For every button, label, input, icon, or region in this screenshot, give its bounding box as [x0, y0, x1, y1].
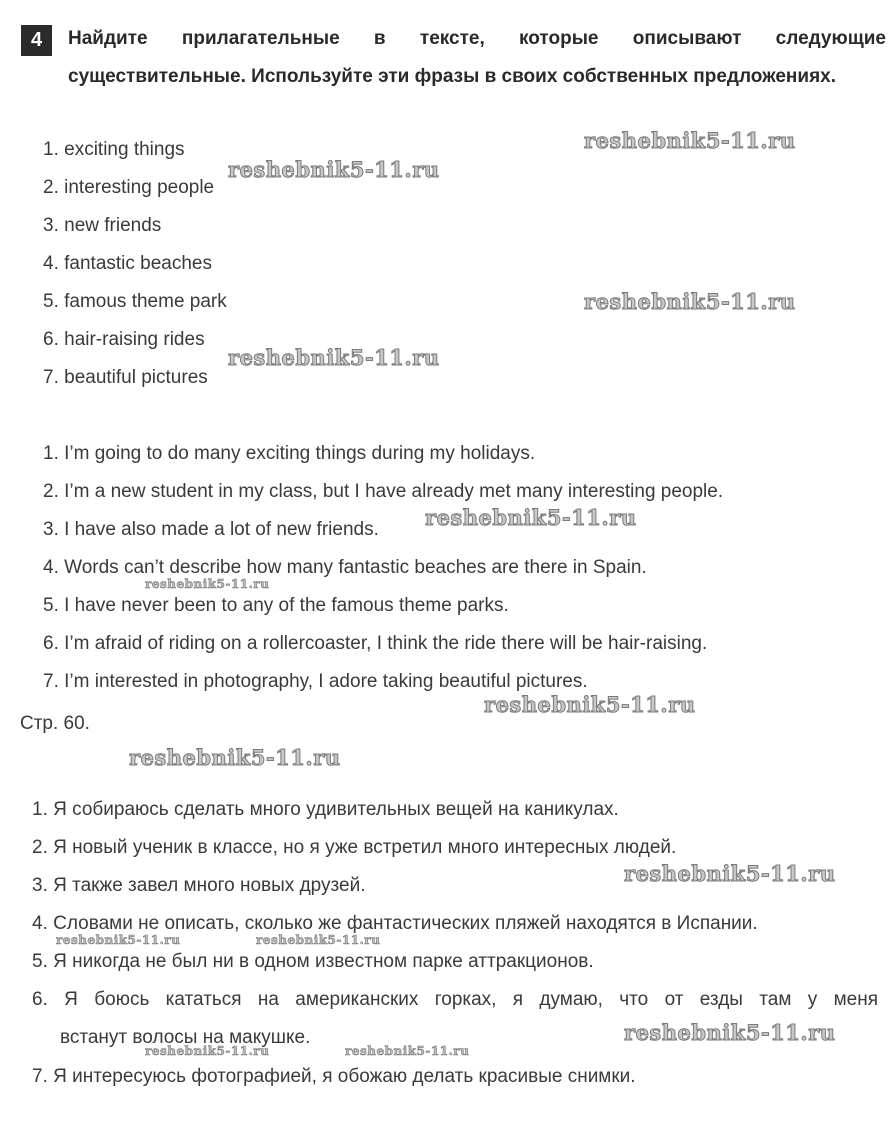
watermark: reshebnik5-11.ru	[228, 157, 440, 182]
watermark: reshebnik5-11.ru	[129, 745, 341, 770]
watermark: reshebnik5-11.ru	[345, 1044, 470, 1058]
phrase-item: 3. new friends	[43, 215, 162, 236]
watermark: reshebnik5-11.ru	[624, 861, 836, 886]
phrase-item: 2. interesting people	[43, 177, 215, 198]
sentence-item: 3. I have also made a lot of new friends.	[43, 519, 379, 540]
watermark: reshebnik5-11.ru	[584, 289, 796, 314]
sentence-item: 5. I have never been to any of the famous theme parks.	[43, 595, 509, 616]
translation-item: 6. Я боюсь кататься на американских горках, я думаю, что от езды там у меня	[32, 989, 878, 1010]
phrase-item: 4. fantastic beaches	[43, 253, 212, 274]
translation-item: 7. Я интересуюсь фотографией, я обожаю делать красивые снимки.	[32, 1066, 636, 1087]
sentence-item: 1. I’m going to do many exciting things during my holidays.	[43, 443, 536, 464]
translation-item: 4. Словами не описать, сколько же фантастических пляжей находятся в Испании.	[32, 913, 758, 934]
watermark: reshebnik5-11.ru	[425, 505, 637, 530]
sentence-item: 7. I’m interested in photography, I adore taking beautiful pictures.	[43, 671, 588, 692]
watermark: reshebnik5-11.ru	[256, 933, 381, 947]
task-number-badge: 4	[21, 25, 52, 56]
task-title: Найдите прилагательные в тексте, которые описывают следующие существительные. Используйте эти фразы в своих собственных предложениях.	[68, 28, 886, 87]
translation-item: 5. Я никогда не был ни в одном известном парке аттракционов.	[32, 951, 594, 972]
translation-item-continuation: встанут волосы на макушке.	[60, 1027, 311, 1048]
watermark: reshebnik5-11.ru	[624, 1020, 836, 1045]
phrase-item: 6. hair-raising rides	[43, 329, 205, 350]
watermark: reshebnik5-11.ru	[584, 128, 796, 153]
phrase-item: 1. exciting things	[43, 139, 185, 160]
translation-item: 1. Я собираюсь сделать много удивительных вещей на каникулах.	[32, 799, 619, 820]
phrase-item: 7. beautiful pictures	[43, 367, 208, 388]
watermark: reshebnik5-11.ru	[145, 1044, 270, 1058]
watermark: reshebnik5-11.ru	[56, 933, 181, 947]
sentence-item: 6. I’m afraid of riding on a rollercoaster, I think the ride there will be hair-raising.	[43, 633, 708, 654]
watermark: reshebnik5-11.ru	[145, 577, 270, 591]
watermark: reshebnik5-11.ru	[228, 345, 440, 370]
translation-item: 2. Я новый ученик в классе, но я уже встретил много интересных людей.	[32, 837, 677, 858]
sentence-item: 4. Words can’t describe how many fantastic beaches are there in Spain.	[43, 557, 647, 578]
watermark: reshebnik5-11.ru	[484, 692, 696, 717]
sentence-item: 2. I’m a new student in my class, but I have already met many interesting people.	[43, 481, 724, 502]
phrase-item: 5. famous theme park	[43, 291, 227, 312]
translation-item: 3. Я также завел много новых друзей.	[32, 875, 366, 896]
page-reference: Стр. 60.	[20, 713, 90, 734]
